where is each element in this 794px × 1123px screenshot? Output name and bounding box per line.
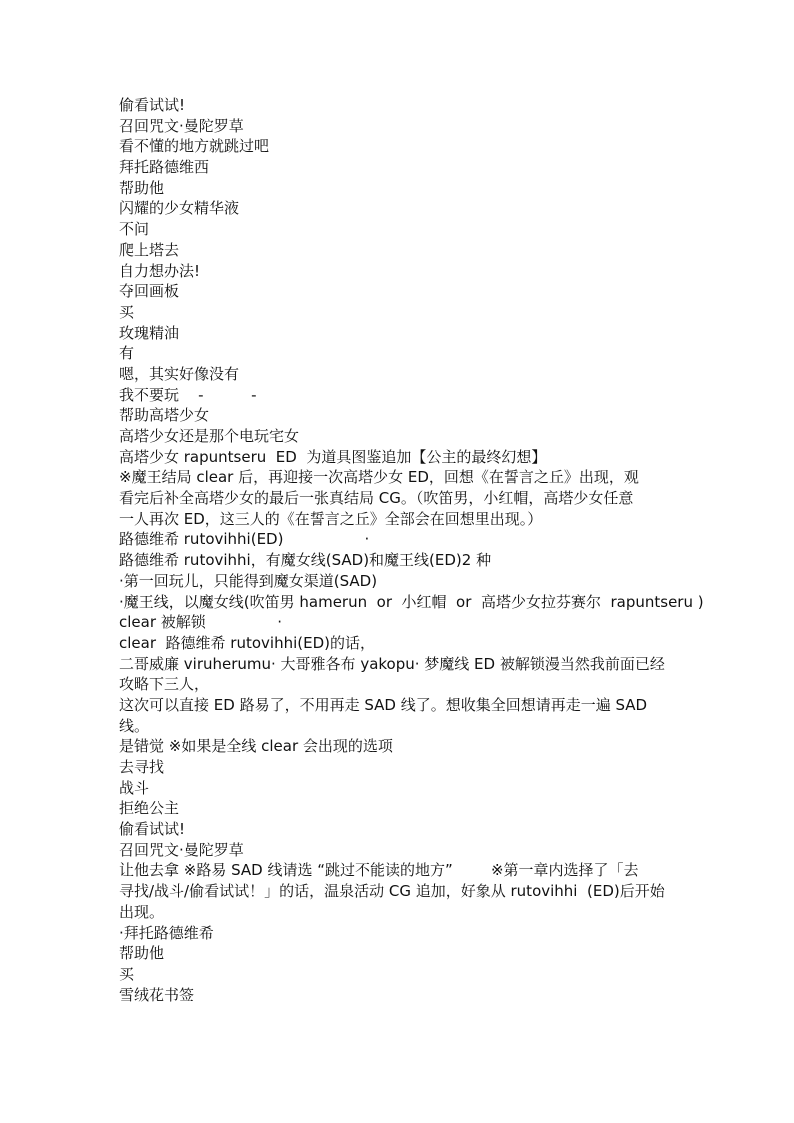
text-line: 嗯，其实好像没有 <box>119 364 240 383</box>
text-line: 线。 <box>119 716 150 735</box>
text-line: 看不懂的地方就跳过吧 <box>119 137 270 156</box>
text-line: ·魔王线，以魔女线(吹笛男 hamerun or 小红帽 or 高塔少女拉芬赛尔 rapuntseru ) <box>119 592 704 611</box>
text-line: 战斗 <box>119 778 150 797</box>
text-line: 自力想办法! <box>119 261 201 280</box>
text-line: 看完后补全高塔少女的最后一张真结局 CG。（吹笛男，小红帽，高塔少女任意 <box>119 489 634 508</box>
text-line: 是错觉 ※如果是全线 clear 会出现的选项 <box>119 737 393 756</box>
document-body <box>119 95 704 1005</box>
text-line: 偷看试试! <box>119 820 186 839</box>
text-line: 出现。 <box>119 902 165 921</box>
text-line: 拒绝公主 <box>119 799 180 818</box>
text-line: 买 <box>119 302 135 321</box>
text-line: ※魔王结局 clear 后，再迎接一次高塔少女 ED，回想《在誓言之丘》出现，观 <box>119 468 639 487</box>
text-line: 高塔少女 rapuntseru ED 为道具图鉴追加【公主的最终幻想】 <box>119 447 547 466</box>
text-line: 玫瑰精油 <box>119 323 180 342</box>
text-line: 一人再次 ED，这三人的《在誓言之丘》全部会在回想里出现。） <box>119 509 543 528</box>
text-line: 买 <box>119 964 135 983</box>
text-line: 召回咒文·曼陀罗草 <box>119 840 244 859</box>
text-line: 夺回画板 <box>119 282 180 301</box>
text-line: 路德维希 rutovihhi，有魔女线(SAD)和魔王线(ED)2 种 <box>119 551 492 570</box>
text-line: 帮助他 <box>119 178 165 197</box>
text-line: 寻找/战斗/偷看试试！」的话，温泉活动 CG 追加，好象从 rutovihhi (ED)后开始 <box>119 882 665 901</box>
text-line: 这次可以直接 ED 路易了，不用再走 SAD 线了。想收集全回想请再走一遍 SAD <box>119 695 648 714</box>
text-line: 二哥威廉 viruherumu· 大哥雅各布 yakopu· 梦魔线 ED 被解锁漫当然我前面已经 <box>119 654 665 673</box>
text-line: 帮助他 <box>119 944 165 963</box>
text-line: 我不要玩 - - <box>119 385 257 404</box>
text-line: 攻略下三人， <box>119 675 210 694</box>
text-line: 雪绒花书签 <box>119 985 195 1004</box>
text-line: 高塔少女还是那个电玩宅女 <box>119 427 300 445</box>
text-line: 闪耀的少女精华液 <box>119 199 240 218</box>
text-line: 偷看试试! <box>119 96 186 114</box>
text-line: clear 被解锁 · <box>119 613 283 632</box>
text-line: 不问 <box>119 220 150 239</box>
text-line: clear 路德维希 rutovihhi(ED)的话， <box>119 633 375 652</box>
text-line: 召回咒文·曼陀罗草 <box>119 116 244 135</box>
text-line: 让他去拿 ※路易 SAD 线请选 “跳过不能读的地方” ※第一章内选择了「去 <box>119 861 639 880</box>
text-line: 拜托路德维西 <box>119 158 210 177</box>
text-line: 去寻找 <box>119 758 165 776</box>
text-line: 路德维希 rutovihhi(ED) · <box>119 530 370 549</box>
text-line: 爬上塔去 <box>119 240 180 259</box>
text-line: 帮助高塔少女 <box>119 406 210 425</box>
text-line: ·第一回玩儿，只能得到魔女渠道(SAD) <box>119 571 378 590</box>
text-line: 有 <box>119 344 135 363</box>
text-line: ·拜托路德维希 <box>119 923 214 942</box>
